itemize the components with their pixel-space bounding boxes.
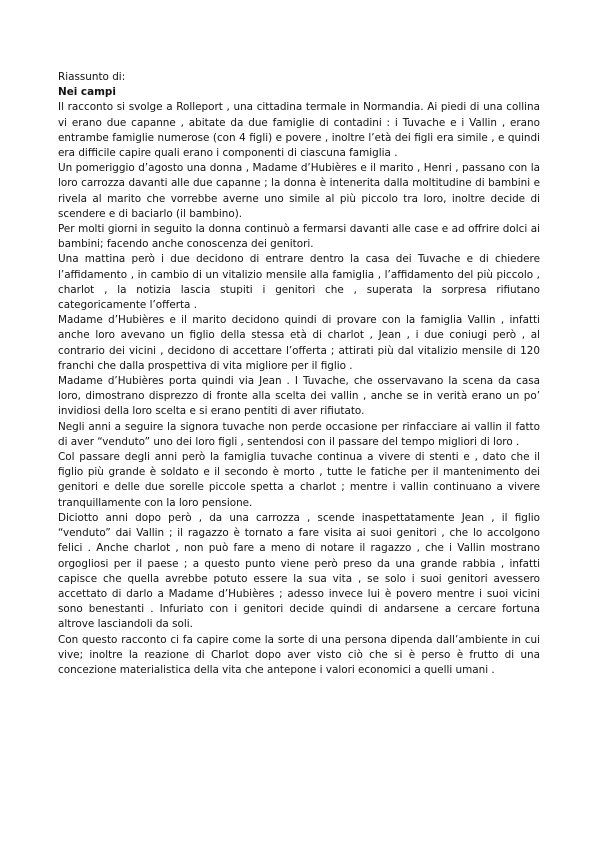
document-page bbox=[58, 70, 540, 678]
paragraph: Diciotto anni dopo però , da una carrozza , scende inaspettatamente Jean , il figlio “venduto” dai Vallin ; il ragazzo è tornato a fare visita ai suoi genitori , che lo accolgono felici . Anche charlot , non può fare a meno di notare il ragazzo , che i Vallin mostrano orgogliosi per il paese ; a questo punto viene però preso da una grande rabbia , infatti capisce che quella avrebbe potuto essere la sua vita , se solo i suoi genitori avessero accettato di darlo a Madame d’Hubières ; adesso invece lui è povero mentre i suoi vicini sono benestanti . Infuriato con i genitori decide quindi di andarsene a cercare fortuna altrove lasciandoli da soli. bbox=[58, 511, 540, 631]
paragraph: Col passare degli anni però la famiglia tuvache continua a vivere di stenti e , dato che il figlio più grande è soldato e il secondo è morto , tutte le fatiche per il mantenimento dei genitori e delle due sorelle piccole spetta a charlot ; mentre i vallin continuano a vivere tranquillamente con la loro pensione. bbox=[58, 451, 540, 509]
document-heading: Riassunto di: bbox=[58, 71, 126, 83]
document-title: Nei campi bbox=[58, 86, 116, 99]
paragraph: Per molti giorni in seguito la donna continuò a fermarsi davanti alle case e ad offrire dolci ai bambini; facendo anche conoscenza dei genitori. bbox=[58, 223, 540, 251]
paragraph: Una mattina però i due decidono di entrare dentro la casa dei Tuvache e di chiedere l’affidamento , in cambio di un vitalizio mensile alla famiglia , l’affidamento del più piccolo , charlot , la notizia lascia stupiti i genitori che , superata la sorpresa rifiutano categoricamente l’offerta . bbox=[58, 253, 540, 312]
paragraph: Madame d’Hubières e il marito decidono quindi di provare con la famiglia Vallin , infatti anche loro avevano un figlio della stessa età di charlot , Jean , i due coniugi però , al contrario dei vicini , decidono di accettare l’offerta ; attirati più dal vitalizio mensile di 120 franchi che dalla prospettiva di vita migliore per il figlio . bbox=[58, 314, 540, 372]
paragraph: Con questo racconto ci fa capire come la sorte di una persona dipenda dall’ambiente in cui vive; inoltre la reazione di Charlot dopo aver visto ciò che si è perso è frutto di una concezione materialistica della vita che antepone i valori economici a quelli umani . bbox=[58, 633, 540, 676]
paragraph: Madame d’Hubières porta quindi via Jean . I Tuvache, che osservavano la scena da casa loro, dimostrano disprezzo di fronte alla scelta dei vallin , anche se in verità erano un po’ invidiosi della loro scelta e si erano pentiti di aver rifiutato. bbox=[58, 375, 540, 418]
paragraph: Negli anni a seguire la signora tuvache non perde occasione per rinfacciare ai vallin il fatto di aver “venduto” uno dei loro figli , sentendosi con il passare del tempo migliori di loro . bbox=[58, 420, 540, 448]
paragraph: Un pomeriggio d’agosto una donna , Madame d’Hubières e il marito , Henri , passano con la loro carrozza davanti alle due capanne ; la donna è intenerita dalla moltitudine di bambini e rivela al marito che vorrebbe averne uno simile al più piccolo tra loro, inoltre decide di scendere e di baciarlo (il bambino). bbox=[58, 162, 540, 220]
paragraph: Il racconto si svolge a Rolleport , una cittadina termale in Normandia. Ai piedi di una collina vi erano due capanne , abitate da due famiglie di contadini : i Tuvache e i Vallin , erano entrambe famiglie numerose (con 4 figli) e povere , inoltre l’età dei figli era simile , e quindi era difficile capire quali erano i componenti di ciascuna famiglia . bbox=[58, 101, 540, 160]
